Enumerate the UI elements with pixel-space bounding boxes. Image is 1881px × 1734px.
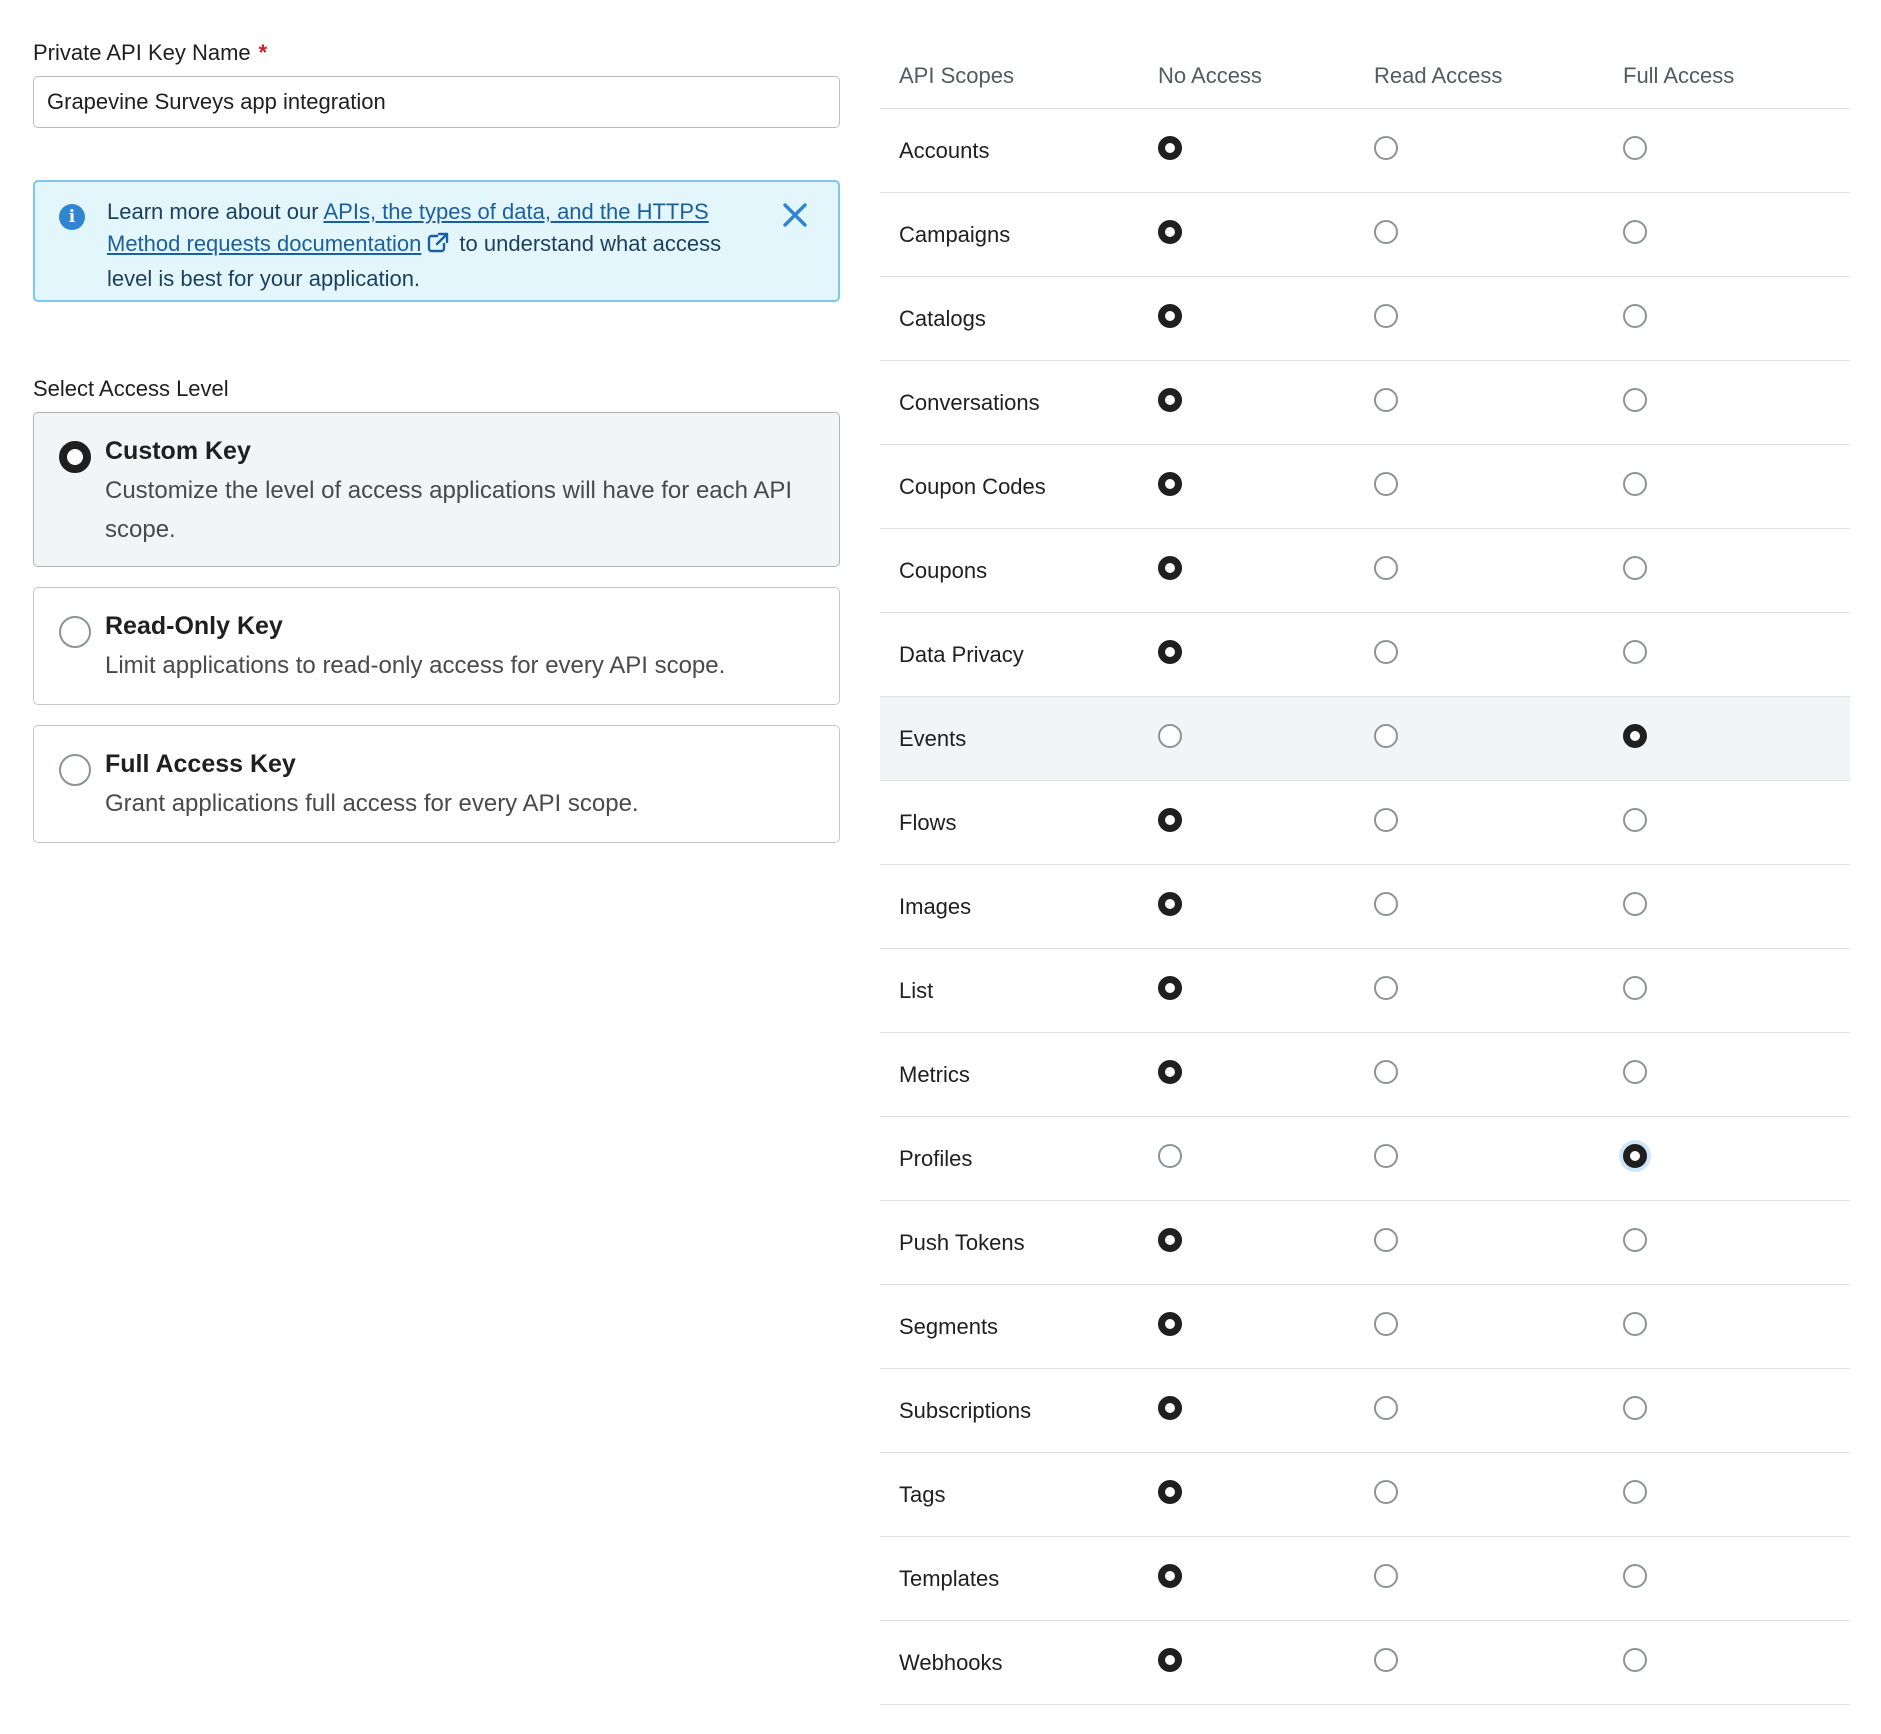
scope-cell-read-access bbox=[1374, 556, 1623, 586]
header-api-scopes: API Scopes bbox=[899, 63, 1014, 88]
scope-radio-none-access[interactable] bbox=[1158, 136, 1182, 160]
scope-radio-read-access[interactable] bbox=[1374, 640, 1398, 664]
scope-radio-none-access[interactable] bbox=[1158, 1060, 1182, 1084]
table-row bbox=[880, 865, 1850, 949]
table-row bbox=[880, 529, 1850, 613]
scope-radio-read-access[interactable] bbox=[1374, 892, 1398, 916]
scope-name: Images bbox=[899, 893, 972, 919]
scope-cell-full-access bbox=[1623, 304, 1850, 334]
scope-radio-none-access[interactable] bbox=[1158, 1312, 1182, 1336]
scope-radio-full-access[interactable] bbox=[1623, 556, 1647, 580]
scope-radio-none-access[interactable] bbox=[1158, 472, 1182, 496]
scope-radio-none-access[interactable] bbox=[1158, 1144, 1182, 1168]
scope-radio-read-access[interactable] bbox=[1374, 556, 1398, 580]
scope-radio-read-access[interactable] bbox=[1374, 1144, 1398, 1168]
scope-cell-full-access bbox=[1623, 1228, 1850, 1258]
info-text-before: Learn more about our bbox=[107, 199, 324, 224]
table-row bbox=[880, 949, 1850, 1033]
scope-cell-none-access bbox=[1158, 472, 1374, 502]
scope-radio-none-access[interactable] bbox=[1158, 1228, 1182, 1252]
scope-name: Coupon Codes bbox=[899, 473, 1046, 499]
scope-radio-full-access[interactable] bbox=[1623, 1564, 1647, 1588]
scope-cell-full-access bbox=[1623, 808, 1850, 838]
scope-cell-full-access bbox=[1623, 388, 1850, 418]
scope-radio-none-access[interactable] bbox=[1158, 556, 1182, 580]
scope-name: Conversations bbox=[899, 389, 1040, 415]
full-access-key-radio[interactable] bbox=[59, 754, 91, 786]
scope-cell-read-access bbox=[1374, 976, 1623, 1006]
scope-radio-none-access[interactable] bbox=[1158, 976, 1182, 1000]
scope-name: Accounts bbox=[899, 137, 990, 163]
read-only-key-radio[interactable] bbox=[59, 616, 91, 648]
header-full-access: Full Access bbox=[1623, 63, 1735, 88]
scope-cell-read-access bbox=[1374, 892, 1623, 922]
table-row bbox=[880, 361, 1850, 445]
scope-radio-none-access[interactable] bbox=[1158, 640, 1182, 664]
table-row bbox=[880, 1453, 1850, 1537]
required-indicator: * bbox=[258, 40, 268, 65]
scope-cell-read-access bbox=[1374, 1480, 1623, 1510]
scope-cell-none-access bbox=[1158, 136, 1374, 166]
scope-name: Campaigns bbox=[899, 221, 1011, 247]
key-name-label bbox=[33, 38, 840, 68]
access-option-description: Customize the level of access applications will have for each API scope. bbox=[105, 477, 793, 543]
scope-radio-none-access[interactable] bbox=[1158, 724, 1182, 748]
scope-radio-full-access[interactable] bbox=[1623, 976, 1647, 1000]
scope-cell-read-access bbox=[1374, 136, 1623, 166]
access-option-title: Full Access Key bbox=[105, 750, 296, 778]
scope-radio-full-access[interactable] bbox=[1623, 220, 1647, 244]
scope-cell-none-access bbox=[1158, 640, 1374, 670]
scope-radio-full-access[interactable] bbox=[1623, 304, 1647, 328]
table-row bbox=[880, 1117, 1850, 1201]
access-option-description: Grant applications full access for every API scope. bbox=[105, 790, 639, 817]
table-row bbox=[880, 193, 1850, 277]
scope-name: Push Tokens bbox=[899, 1229, 1025, 1255]
scope-cell-full-access bbox=[1623, 1312, 1850, 1342]
scope-radio-read-access[interactable] bbox=[1374, 1228, 1398, 1252]
info-banner bbox=[33, 180, 840, 302]
scope-radio-full-access[interactable] bbox=[1623, 640, 1647, 664]
scope-radio-read-access[interactable] bbox=[1374, 136, 1398, 160]
scope-cell-full-access bbox=[1623, 1060, 1850, 1090]
info-icon: i bbox=[59, 204, 85, 230]
scope-cell-read-access bbox=[1374, 1396, 1623, 1426]
scope-cell-full-access bbox=[1623, 724, 1850, 754]
scope-radio-none-access[interactable] bbox=[1158, 1564, 1182, 1588]
scope-name: Webhooks bbox=[899, 1649, 1003, 1675]
custom-key-radio[interactable] bbox=[59, 441, 91, 473]
scope-radio-full-access[interactable] bbox=[1623, 892, 1647, 916]
scope-name: Flows bbox=[899, 809, 957, 835]
scope-radio-read-access[interactable] bbox=[1374, 976, 1398, 1000]
scope-cell-read-access bbox=[1374, 1228, 1623, 1258]
scope-radio-read-access[interactable] bbox=[1374, 1312, 1398, 1336]
scope-cell-full-access bbox=[1623, 1396, 1850, 1426]
table-header bbox=[880, 44, 1850, 109]
key-name-input[interactable] bbox=[33, 76, 840, 128]
table-row bbox=[880, 1033, 1850, 1117]
scope-radio-full-access[interactable] bbox=[1623, 1228, 1647, 1252]
access-level-options bbox=[33, 412, 840, 843]
documentation-link[interactable]: APIs, the types of data, and the HTTPS Method requests documentation bbox=[107, 199, 709, 256]
scope-cell-none-access bbox=[1158, 1564, 1374, 1594]
scope-cell-none-access bbox=[1158, 1144, 1374, 1174]
scope-name: Coupons bbox=[899, 557, 988, 583]
scope-cell-full-access bbox=[1623, 1564, 1850, 1594]
scope-cell-full-access bbox=[1623, 976, 1850, 1006]
access-option-description: Limit applications to read-only access for every API scope. bbox=[105, 652, 726, 679]
scope-cell-none-access bbox=[1158, 808, 1374, 838]
scope-cell-full-access bbox=[1623, 1144, 1850, 1174]
scope-radio-read-access[interactable] bbox=[1374, 388, 1398, 412]
access-level-label: Select Access Level bbox=[33, 376, 229, 401]
scope-cell-read-access bbox=[1374, 724, 1623, 754]
scope-cell-full-access bbox=[1623, 1648, 1850, 1678]
scope-radio-full-access[interactable] bbox=[1623, 724, 1647, 748]
scope-radio-read-access[interactable] bbox=[1374, 472, 1398, 496]
scope-radio-full-access[interactable] bbox=[1623, 1060, 1647, 1084]
scope-radio-none-access[interactable] bbox=[1158, 304, 1182, 328]
scope-radio-full-access[interactable] bbox=[1623, 1144, 1647, 1168]
table-row bbox=[880, 1285, 1850, 1369]
api-scopes-table bbox=[880, 44, 1850, 1705]
close-banner-button[interactable] bbox=[780, 200, 810, 230]
scope-cell-none-access bbox=[1158, 1480, 1374, 1510]
scope-radio-none-access[interactable] bbox=[1158, 892, 1182, 916]
scope-radio-none-access[interactable] bbox=[1158, 388, 1182, 412]
scope-cell-read-access bbox=[1374, 220, 1623, 250]
access-option-title: Custom Key bbox=[105, 437, 251, 465]
scope-cell-none-access bbox=[1158, 304, 1374, 334]
scope-name: List bbox=[899, 977, 934, 1003]
header-no-access: No Access bbox=[1158, 63, 1262, 88]
scope-radio-read-access[interactable] bbox=[1374, 1480, 1398, 1504]
scope-name: Catalogs bbox=[899, 305, 986, 331]
table-body bbox=[880, 109, 1850, 1705]
scope-cell-none-access bbox=[1158, 220, 1374, 250]
scope-cell-read-access bbox=[1374, 472, 1623, 502]
scope-radio-read-access[interactable] bbox=[1374, 1564, 1398, 1588]
scope-cell-full-access bbox=[1623, 640, 1850, 670]
scope-radio-full-access[interactable] bbox=[1623, 1312, 1647, 1336]
scope-name: Events bbox=[899, 725, 967, 751]
scope-radio-full-access[interactable] bbox=[1623, 808, 1647, 832]
scope-cell-full-access bbox=[1623, 136, 1850, 166]
scope-cell-none-access bbox=[1158, 1396, 1374, 1426]
access-option-title: Read-Only Key bbox=[105, 612, 283, 640]
scope-cell-read-access bbox=[1374, 808, 1623, 838]
table-row bbox=[880, 1201, 1850, 1285]
scope-name: Profiles bbox=[899, 1145, 973, 1171]
scope-radio-full-access[interactable] bbox=[1623, 1396, 1647, 1420]
scope-name: Metrics bbox=[899, 1061, 970, 1087]
key-name-label-text: Private API Key Name bbox=[33, 40, 251, 65]
table-row bbox=[880, 277, 1850, 361]
scope-cell-none-access bbox=[1158, 1060, 1374, 1090]
scope-cell-read-access bbox=[1374, 304, 1623, 334]
scope-cell-none-access bbox=[1158, 1648, 1374, 1678]
scope-cell-read-access bbox=[1374, 388, 1623, 418]
table-row bbox=[880, 1369, 1850, 1453]
external-link-icon bbox=[427, 231, 449, 263]
scope-radio-read-access[interactable] bbox=[1374, 1060, 1398, 1084]
scope-radio-full-access[interactable] bbox=[1623, 136, 1647, 160]
scope-radio-read-access[interactable] bbox=[1374, 724, 1398, 748]
table-row bbox=[880, 781, 1850, 865]
table-row bbox=[880, 109, 1850, 193]
table-row bbox=[880, 1621, 1850, 1705]
scope-cell-none-access bbox=[1158, 724, 1374, 754]
access-option-read-only-key[interactable] bbox=[33, 587, 840, 705]
scope-cell-none-access bbox=[1158, 388, 1374, 418]
scope-cell-none-access bbox=[1158, 892, 1374, 922]
table-row bbox=[880, 613, 1850, 697]
scope-cell-full-access bbox=[1623, 220, 1850, 250]
scope-radio-read-access[interactable] bbox=[1374, 1648, 1398, 1672]
scope-cell-none-access bbox=[1158, 1228, 1374, 1258]
table-row bbox=[880, 1537, 1850, 1621]
scope-cell-none-access bbox=[1158, 1312, 1374, 1342]
access-option-full-access-key[interactable] bbox=[33, 725, 840, 843]
scope-radio-read-access[interactable] bbox=[1374, 220, 1398, 244]
scope-radio-full-access[interactable] bbox=[1623, 1480, 1647, 1504]
scope-cell-read-access bbox=[1374, 1144, 1623, 1174]
scope-radio-read-access[interactable] bbox=[1374, 304, 1398, 328]
scope-radio-none-access[interactable] bbox=[1158, 808, 1182, 832]
close-icon bbox=[782, 202, 808, 228]
scope-cell-full-access bbox=[1623, 1480, 1850, 1510]
scope-name: Data Privacy bbox=[899, 641, 1024, 667]
scope-cell-full-access bbox=[1623, 892, 1850, 922]
table-row bbox=[880, 697, 1850, 781]
scope-name: Subscriptions bbox=[899, 1397, 1032, 1423]
scope-radio-none-access[interactable] bbox=[1158, 1480, 1182, 1504]
scope-radio-none-access[interactable] bbox=[1158, 220, 1182, 244]
scope-radio-full-access[interactable] bbox=[1623, 388, 1647, 412]
scope-radio-read-access[interactable] bbox=[1374, 808, 1398, 832]
api-key-form bbox=[33, 38, 840, 843]
scope-cell-read-access bbox=[1374, 1060, 1623, 1090]
scope-name: Segments bbox=[899, 1313, 999, 1339]
scope-cell-read-access bbox=[1374, 1648, 1623, 1678]
scope-name: Templates bbox=[899, 1565, 1000, 1591]
scope-cell-read-access bbox=[1374, 1564, 1623, 1594]
scope-radio-none-access[interactable] bbox=[1158, 1396, 1182, 1420]
table-row bbox=[880, 445, 1850, 529]
access-option-custom-key[interactable] bbox=[33, 412, 840, 567]
scope-radio-read-access[interactable] bbox=[1374, 1396, 1398, 1420]
scope-cell-full-access bbox=[1623, 556, 1850, 586]
scope-cell-read-access bbox=[1374, 1312, 1623, 1342]
scope-radio-full-access[interactable] bbox=[1623, 1648, 1647, 1672]
header-read-access: Read Access bbox=[1374, 63, 1503, 88]
scope-cell-read-access bbox=[1374, 640, 1623, 670]
scope-radio-full-access[interactable] bbox=[1623, 472, 1647, 496]
scope-cell-none-access bbox=[1158, 976, 1374, 1006]
scope-cell-none-access bbox=[1158, 556, 1374, 586]
info-text-after: to understand what access level is best for your application. bbox=[107, 231, 722, 291]
scope-cell-full-access bbox=[1623, 472, 1850, 502]
scope-name: Tags bbox=[899, 1481, 946, 1507]
scope-radio-none-access[interactable] bbox=[1158, 1648, 1182, 1672]
